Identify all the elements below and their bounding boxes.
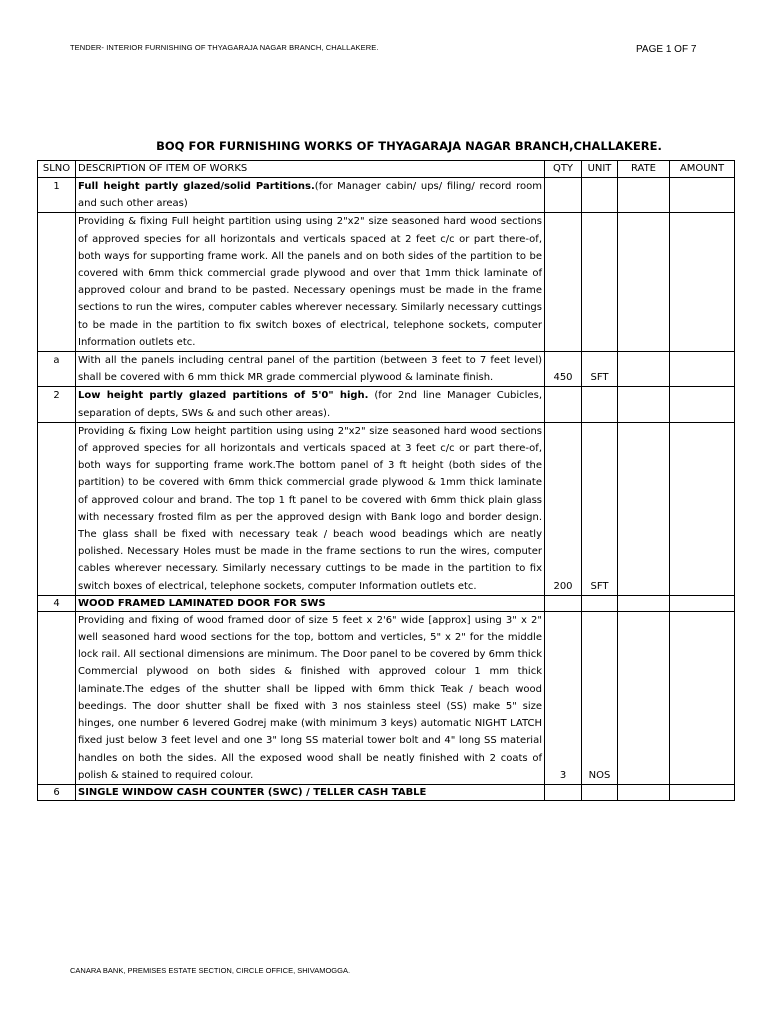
table-row <box>38 178 735 213</box>
header-amount: AMOUNT <box>670 161 735 178</box>
row-rate <box>618 784 670 800</box>
row-description <box>76 178 545 213</box>
table-row <box>38 784 735 800</box>
row-description: Providing & fixing Low height partition using using 2"x2" size seasoned hard wood sections of approved species for all horizontals and verticals spaced at 3 feet c/c or part there-of, both ways for supporting frame work.The bottom panel of 3 ft height (both sides of the partition) to be covered with 6mm thick commercial grade plywood & 1mm thick laminate of approved colour and brand. The top 1 ft panel to be covered with 6mm thick plain glass with necessary frosted film as per the approved design with Bank logo and border design. The glass shall be fixed with necessary teak / beach wood beadings which are neatly polished. Necessary Holes must be made in the frame sections to run the wires, computer cables wherever necessary. Similarly necessary cuttings to be made in the partition to fix switch boxes of electrical, telephone sockets, computer Information outlets etc. <box>76 422 545 595</box>
row-rate <box>618 387 670 422</box>
row-amount <box>670 178 735 213</box>
row-qty: 3 <box>545 611 582 784</box>
item-heading: WOOD FRAMED LAMINATED DOOR FOR SWS <box>78 597 326 609</box>
row-amount <box>670 611 735 784</box>
document-footer: CANARA BANK, PREMISES ESTATE SECTION, CIRCLE OFFICE, SHIVAMOGGA. <box>70 966 351 975</box>
item-heading: SINGLE WINDOW CASH COUNTER (SWC) / TELLER CASH TABLE <box>78 786 427 798</box>
row-unit <box>582 595 618 611</box>
row-slno <box>38 422 76 595</box>
row-qty <box>545 213 582 352</box>
row-description: With all the panels including central panel of the partition (between 3 feet to 7 feet level) shall be covered with 6 mm thick MR grade commercial plywood & laminate finish. <box>76 352 545 387</box>
row-description <box>76 387 545 422</box>
row-amount <box>670 387 735 422</box>
row-slno: 2 <box>38 387 76 422</box>
row-slno <box>38 611 76 784</box>
row-rate <box>618 352 670 387</box>
document-title <box>0 139 768 153</box>
row-qty: 450 <box>545 352 582 387</box>
row-description <box>76 784 545 800</box>
row-amount <box>670 213 735 352</box>
header-rate: RATE <box>618 161 670 178</box>
header-qty: QTY <box>545 161 582 178</box>
row-amount <box>670 422 735 595</box>
row-qty <box>545 784 582 800</box>
row-description: Providing & fixing Full height partition using using 2"x2" size seasoned hard wood sections of approved species for all horizontals and verticals spaced at 2 feet c/c or part there-of, both ways for supporting frame work. All the panels and on both sides of the partition to be covered with 6mm thick commercial grade plywood and over that 1mm thick laminate of approved colour and brand to be pasted. Necessary openings must be made in the frame sections to run the wires, computer cables wherever necessary. Similarly necessary cuttings to be made in the partition to fix switch boxes of electrical, telephone sockets, computer Information outlets etc. <box>76 213 545 352</box>
table-row <box>38 213 735 352</box>
row-slno <box>38 213 76 352</box>
row-rate <box>618 595 670 611</box>
boq-table <box>37 160 735 801</box>
row-unit <box>582 213 618 352</box>
row-unit <box>582 387 618 422</box>
row-amount <box>670 595 735 611</box>
item-heading: Low height partly glazed partitions of 5'0" high. <box>78 390 369 402</box>
row-unit <box>582 784 618 800</box>
row-qty <box>545 595 582 611</box>
row-amount <box>670 352 735 387</box>
row-rate <box>618 178 670 213</box>
page-number: PAGE 1 OF 7 <box>636 44 697 55</box>
row-slno: 6 <box>38 784 76 800</box>
table-row <box>38 595 735 611</box>
row-rate <box>618 611 670 784</box>
item-text: (for 2nd line Manager Cubicles, separation of depts, SWs & and such other areas). <box>78 390 542 419</box>
table-header-row <box>38 161 735 178</box>
item-text: (for Manager cabin/ ups/ filing/ record room and such other areas) <box>78 181 542 210</box>
row-description: Providing and fixing of wood framed door of size 5 feet x 2'6" wide [approx] using 3" x 2" well seasoned hard wood sections for the top, bottom and verticles, 5" x 2" for the middle lock rail. All sectional dimensions are minimum. The Door panel to be covered by 6mm thick Commercial plywood on both sides & finished with approved colour 1 mm thick laminate.The edges of the shutter shall be lipped with 6mm thick Teak / beach wood beedings. The door shutter shall be fixed with 3 nos stainless steel (SS) make 5" size hinges, one number 6 levered Godrej make (with minimum 3 keys) automatic NIGHT LATCH fixed just below 3 feet level and one 3" long SS material tower bolt and 4" long SS material handles on both the sides. All the exposed wood shall be neatly finished with 2 coats of polish & stained to required colour. <box>76 611 545 784</box>
row-qty <box>545 387 582 422</box>
item-heading: Full height partly glazed/solid Partitions. <box>78 181 315 192</box>
document-header: TENDER- INTERIOR FURNISHING OF THYAGARAJA NAGAR BRANCH, CHALLAKERE. <box>70 43 379 52</box>
row-slno: a <box>38 352 76 387</box>
row-unit: SFT <box>582 352 618 387</box>
row-description <box>76 595 545 611</box>
row-slno: 4 <box>38 595 76 611</box>
header-unit: UNIT <box>582 161 618 178</box>
table-row <box>38 611 735 784</box>
header-description: DESCRIPTION OF ITEM OF WORKS <box>76 161 545 178</box>
table-row <box>38 387 735 422</box>
row-unit: NOS <box>582 611 618 784</box>
row-slno: 1 <box>38 178 76 213</box>
row-rate <box>618 213 670 352</box>
row-qty: 200 <box>545 422 582 595</box>
row-unit <box>582 178 618 213</box>
row-amount <box>670 784 735 800</box>
document-title-text: BOQ FOR FURNISHING WORKS OF THYAGARAJA NAGAR BRANCH,CHALLAKERE. <box>156 139 662 153</box>
row-qty <box>545 178 582 213</box>
row-rate <box>618 422 670 595</box>
row-unit: SFT <box>582 422 618 595</box>
header-slno: SLNO <box>38 161 76 178</box>
table-row <box>38 352 735 387</box>
table-row <box>38 422 735 595</box>
